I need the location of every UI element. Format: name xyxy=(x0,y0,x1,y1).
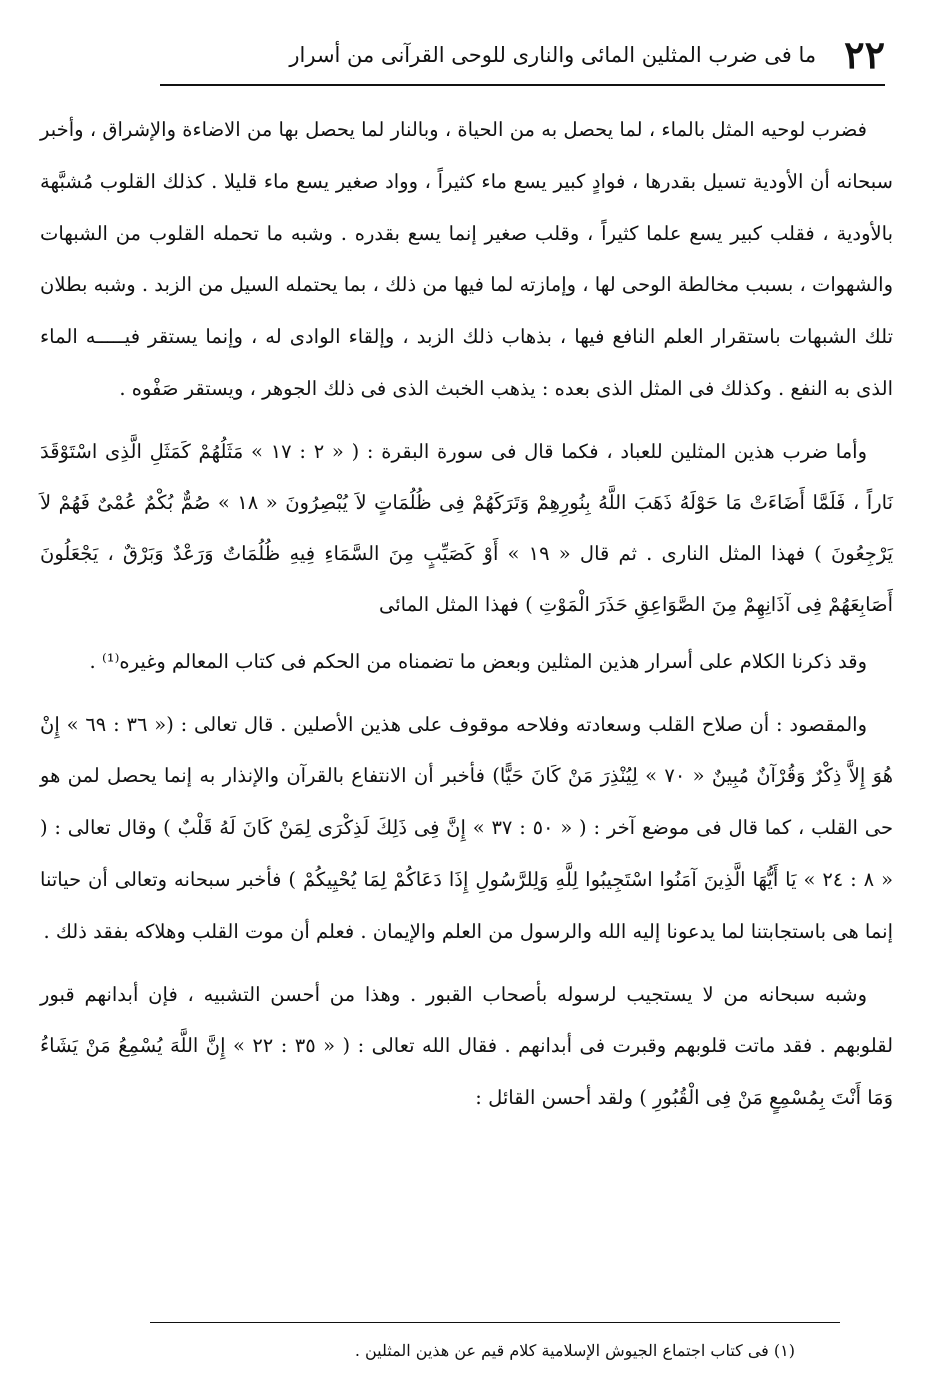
header-divider xyxy=(160,84,885,86)
paragraph-two-parables-baqara: وأما ضرب هذين المثلين للعباد ، فكما قال فى سورة البقرة : ( « ٢ : ١٧ » مَثَلُهُمْ كَمَثَلِ الَّذِى اسْتَوْقَدَ نَاراً ، فَلَمَّا أَضَاءَتْ مَا حَوْلَهُ ذَهَبَ اللَّهُ بِنُورِهِمْ وَتَرَكَهُمْ فِى ظُلُمَاتٍ لاَ يُبْصِرُونَ « ١٨ » صُمٌّ بُكْمٌ عُمْىٌ فَهُمْ لاَ يَرْجِعُونَ ) فهذا المثل النارى . ثم قال « ١٩ » أَوْ كَصَيِّبٍ مِنَ السَّمَاءِ فِيهِ ظُلُمَاتٌ وَرَعْدٌ وَبَرْقٌ ، يَجْعَلُونَ أَصَابِعَهُمْ فِى آذَانِهِمْ مِنَ الصَّوَاعِقِ حَذَرَ الْمَوْتِ ) فهذا المثل المائى xyxy=(40,439,894,616)
paragraph-water-fire-parable: فضرب لوحيه المثل بالماء ، لما يحصل به من الحياة ، وبالنار لما يحصل بها من الاضاءة والإشراق ، وأخبر سبحانه أن الأودية تسيل بقدرها ، فوادٍ كبير يسع ماء كثيراً ، وواد صغير يسع ماء قليلا . كذلك القلوب مُشبَّهة بالأودية ، فقلب كبير يسع علما كثيراً ، وقلب صغير إنما يسع بقدره . وشبه ما تحمله القلوب من الشبهات والشهوات ، بسبب مخالطة الوحى لها ، وإمازته لما فيها من ذلك ، بما يحتمله السيل من الزبد . وشبه بطلان تلك الشبهات باستقرار العلم النافع فيها ، بذهاب ذلك الزبد ، وإلقاء الوادى له ، وإنما يستقر فيـــــه الماء الذى به النفع . وكذلك فى المثل الذى بعده : يذهب الخبث الذى فى ذلك الجوهر ، ويستقر صَفْوه . xyxy=(40,118,893,400)
running-title: ما فى ضرب المثلين المائى والنارى للوحى القرآنى من أسرار xyxy=(289,43,817,67)
main-text xyxy=(40,104,893,1135)
page-header xyxy=(160,30,885,80)
paragraph-heart-life: والمقصود : أن صلاح القلب وسعادته وفلاحه موقوف على هذين الأصلين . قال تعالى : (« ٣٦ : ٦٩ » إِنْ هُوَ إِلاَّ ذِكْرٌ وَقُرْآنٌ مُبِينٌ « ٧٠ » لِيُنْذِرَ مَنْ كَانَ حَيًّا) فأخبر أن الانتفاع بالقرآن والإنذار به إنما يحصل لمن هو حى القلب ، كما قال فى موضع آخر : ( « ٥٠ : ٣٧ » إِنَّ فِى ذَلِكَ لَذِكْرَى لِمَنْ كَانَ لَهُ قَلْبٌ ) وقال تعالى : ( « ٨ : ٢٤ » يَا أَيُّهَا الَّذِينَ آمَنُوا اسْتَجِيبُوا لِلَّهِ وَلِلرَّسُولِ إِذَا دَعَاكُمْ لِمَا يُحْيِيكُمْ ) فأخبر سبحانه وتعالى أن حياتنا إنما هى باستجابتنا لما يدعونا إليه الله والرسول من العلم والإيمان . فعلم أن موت القلب وهلاكه بفقد ذلك . xyxy=(40,712,894,943)
footnote-divider xyxy=(150,1322,840,1323)
page-number: ٢٢ xyxy=(844,32,885,77)
paragraph-graves-simile: وشبه سبحانه من لا يستجيب لرسوله بأصحاب القبور . وهذا من أحسن التشبيه ، فإن أبدانهم قبور لقلوبهم . فقد ماتت قلوبهم وقبرت فى أبدانهم . فقال الله تعالى : ( « ٣٥ : ٢٢ » إِنَّ اللَّهَ يُسْمِعُ مَنْ يَشَاءُ وَمَا أَنْتَ بِمُسْمِعٍ مَنْ فِى الْقُبُورِ ) ولقد أحسن القائل : xyxy=(40,982,894,1110)
footnote: (١) فى كتاب اجتماع الجيوش الإسلامية كلام قيم عن هذين المثلين . xyxy=(354,1341,795,1360)
paragraph-reference-maalim: وقد ذكرنا الكلام على أسرار هذين المثلين وبعض ما تضمناه من الحكم فى كتاب المعالم وغيره⁽¹⁾ . xyxy=(89,649,867,673)
